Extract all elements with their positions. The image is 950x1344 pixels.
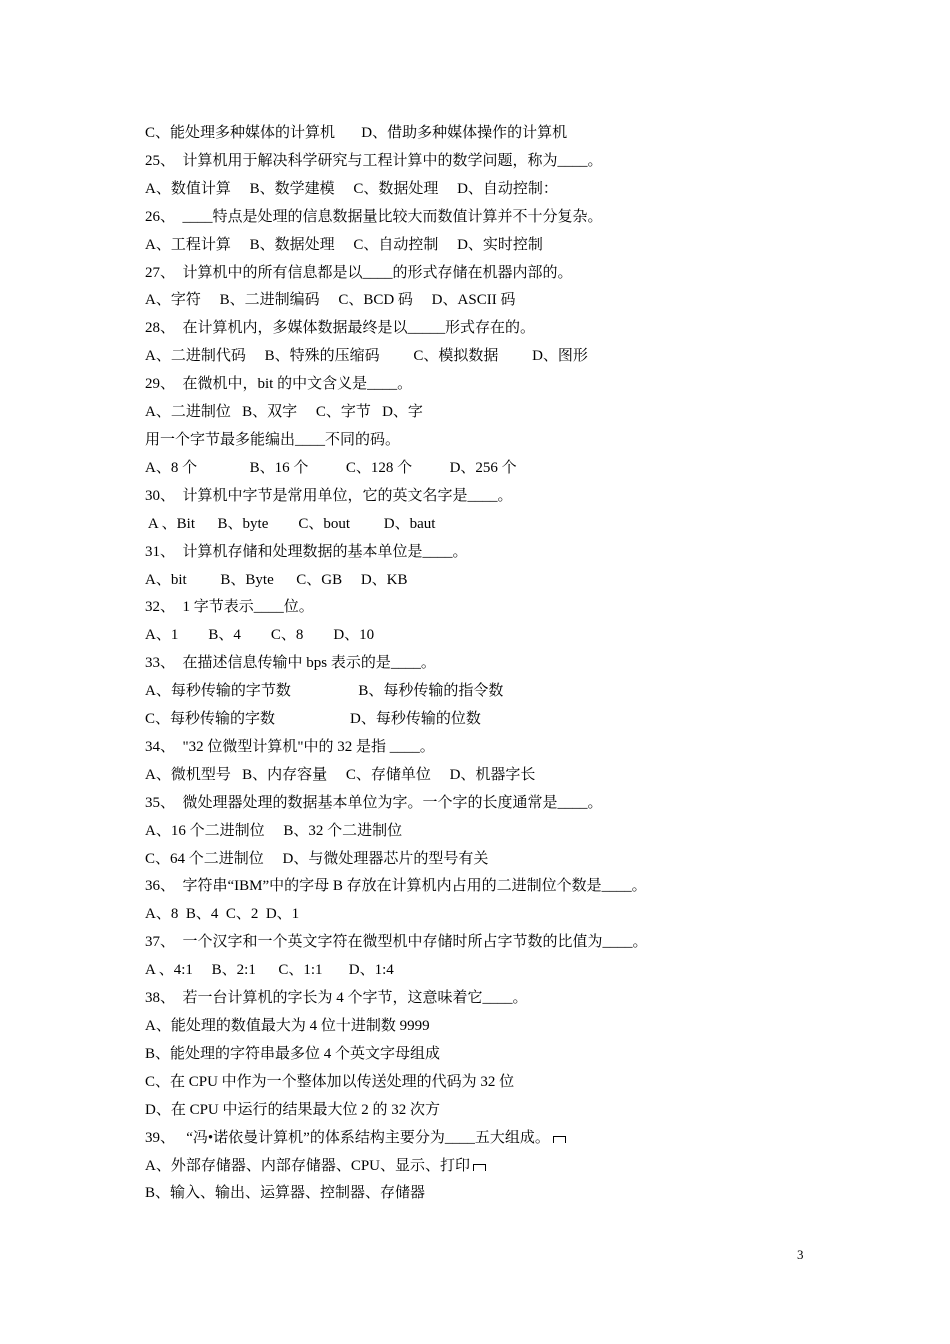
text-line <box>145 1153 845 1181</box>
text-line <box>145 427 845 455</box>
text-line <box>145 567 845 595</box>
text-line <box>145 1041 845 1069</box>
text-line <box>145 483 845 511</box>
text-line <box>145 957 845 985</box>
text-line <box>145 120 845 148</box>
text-line-content: A、能处理的数值最大为 4 位十进制数 9999 <box>145 1018 430 1034</box>
text-line-content: D、在 CPU 中运行的结果最大位 2 的 32 次方 <box>145 1101 441 1118</box>
text-line <box>145 260 845 288</box>
text-line <box>145 1180 845 1208</box>
text-line <box>145 511 845 539</box>
text-line <box>145 901 845 929</box>
text-line <box>145 399 845 427</box>
text-line-content: 38、 若一台计算机的字长为 4 个字节，这意味着它____。 <box>145 990 528 1007</box>
text-line-content: 用一个字节最多能编出____不同的码。 <box>145 431 401 448</box>
text-line <box>145 232 845 260</box>
text-line <box>145 622 845 650</box>
text-line <box>145 371 845 399</box>
text-line-content: A、1 B、4 C、8 D、10 <box>145 627 375 644</box>
text-line-content: B、输入、输出、运算器、控制器、存储器 <box>145 1185 426 1202</box>
text-line-content: A 、Bit B、byte C、bout D、baut <box>145 515 436 532</box>
text-line <box>145 148 845 176</box>
text-line-content: 28、 在计算机内，多媒体数据最终是以_____形式存在的。 <box>145 320 536 337</box>
text-line <box>145 790 845 818</box>
text-line-content: 31、 计算机存储和处理数据的基本单位是____。 <box>145 543 468 560</box>
text-line <box>145 734 845 762</box>
text-line-content: 36、 字符串“IBM”中的字母 B 存放在计算机内占用的二进制位个数是____。 <box>145 878 647 895</box>
text-line-content: A、数值计算 B、数学建模 C、数据处理 D、自动控制： <box>145 180 558 197</box>
text-line-content: C、每秒传输的字数 D、每秒传输的位数 <box>145 711 481 728</box>
text-line-content: A、8 个 B、16 个 C、128 个 D、256 个 <box>145 459 517 476</box>
text-line <box>145 176 845 204</box>
text-line <box>145 315 845 343</box>
text-line-content: A、8 B、4 C、2 D、1 <box>145 906 300 923</box>
text-line-content: A、工程计算 B、数据处理 C、自动控制 D、实时控制 <box>145 236 543 253</box>
text-line-content: A、字符 B、二进制编码 C、BCD 码 D、ASCII 码 <box>145 292 516 309</box>
text-line-content: A、二进制代码 B、特殊的压缩码 C、模拟数据 D、图形 <box>145 348 588 365</box>
text-line <box>145 343 845 371</box>
text-line-content: 30、 计算机中字节是常用单位，它的英文名字是____。 <box>145 487 513 504</box>
text-line-content: 33、 在描述信息传输中 bps 表示的是____。 <box>145 655 436 672</box>
text-line-content: B、能处理的字符串最多位 4 个英文字母组成 <box>145 1045 441 1062</box>
question-text-block <box>145 120 845 1208</box>
text-line-content: C、64 个二进制位 D、与微处理器芯片的型号有关 <box>145 850 489 867</box>
text-line <box>145 873 845 901</box>
text-line-content: A、微机型号 B、内存容量 C、存储单位 D、机器字长 <box>145 766 536 783</box>
text-line-content: 27、 计算机中的所有信息都是以____的形式存储在机器内部的。 <box>145 264 573 281</box>
text-line-content: 25、 计算机用于解决科学研究与工程计算中的数学问题，称为____。 <box>145 152 603 169</box>
text-line <box>145 1069 845 1097</box>
text-line-content: 29、 在微机中，bit 的中文含义是____。 <box>145 376 413 393</box>
text-line <box>145 204 845 232</box>
text-line-content: A、二进制位 B、双字 C、字节 D、字 <box>145 404 423 421</box>
text-line-content: 35、 微处理器处理的数据基本单位为字。一个字的长度通常是____。 <box>145 794 603 811</box>
text-line-content: A、16 个二进制位 B、32 个二进制位 <box>145 822 403 839</box>
text-line-content: A、每秒传输的字节数 B、每秒传输的指令数 <box>145 683 504 700</box>
text-line <box>145 1013 845 1041</box>
text-line-content: A、bit B、Byte C、GB D、KB <box>145 571 408 588</box>
text-line <box>145 929 845 957</box>
text-line-content: A、外部存储器、内部存储器、CPU、显示、打印 <box>145 1157 471 1174</box>
text-line-content: 32、 1 字节表示____位。 <box>145 599 314 616</box>
text-line <box>145 539 845 567</box>
text-line <box>145 594 845 622</box>
text-line-content: 34、 "32 位微型计算机"中的 32 是指 ____。 <box>145 738 435 755</box>
text-line <box>145 818 845 846</box>
text-line <box>145 1125 845 1153</box>
text-line <box>145 678 845 706</box>
text-line <box>145 1097 845 1125</box>
text-line-content: 26、 ____特点是处理的信息数据量比较大而数值计算并不十分复杂。 <box>145 208 603 225</box>
paragraph-mark-icon <box>553 1136 566 1143</box>
text-line-content: 39、 “冯•诺依曼计算机”的体系结构主要分为____五大组成。 <box>145 1129 550 1146</box>
text-line-content: C、能处理多种媒体的计算机 D、借助多种媒体操作的计算机 <box>145 125 568 141</box>
text-line <box>145 455 845 483</box>
text-line <box>145 762 845 790</box>
text-line <box>145 650 845 678</box>
text-line-content: A 、4:1 B、2:1 C、1:1 D、1:4 <box>145 962 394 979</box>
text-line <box>145 846 845 874</box>
page-number: 3 <box>797 1247 804 1262</box>
text-line <box>145 985 845 1013</box>
text-line-content: 37、 一个汉字和一个英文字符在微型机中存储时所占字节数的比值为____。 <box>145 934 648 951</box>
paragraph-mark-icon <box>473 1164 486 1171</box>
text-line <box>145 287 845 315</box>
text-line <box>145 706 845 734</box>
text-line-content: C、在 CPU 中作为一个整体加以传送处理的代码为 32 位 <box>145 1073 515 1090</box>
